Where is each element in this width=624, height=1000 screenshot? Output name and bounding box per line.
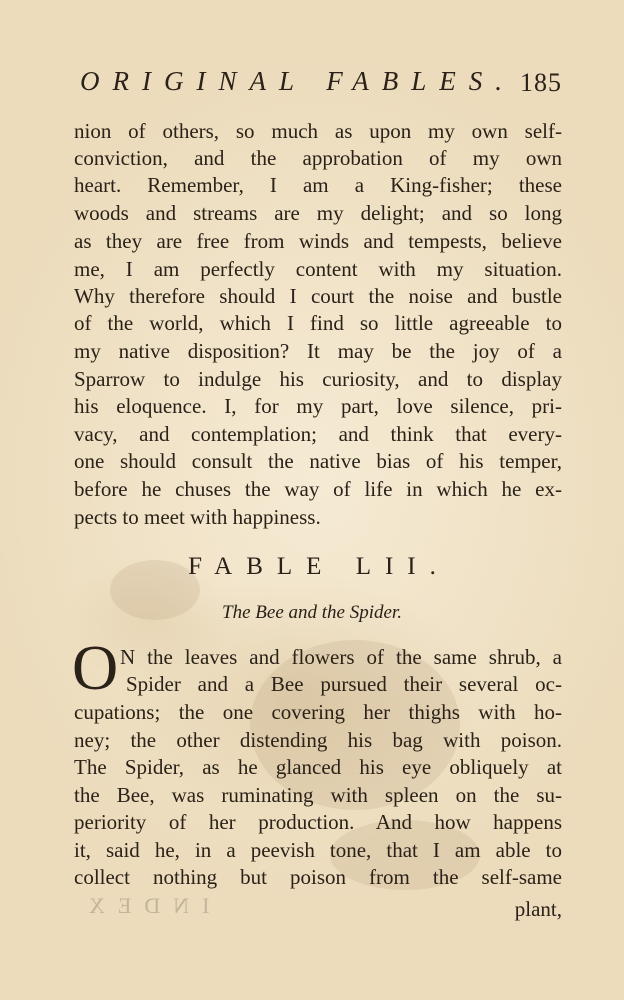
text-line: the Bee, was ruminating with spleen on the su- [74,783,562,807]
text-line: Sparrow to indulge his curiosity, and to display [74,367,562,391]
text-line: of the world, which I find so little agreeable to [74,311,562,335]
page-header [80,66,562,110]
text-line: periority of her production. And how happens [74,810,562,834]
text-line: N the leaves and flowers of the same shrub, a [120,645,562,669]
bleed-through-text: INDEX [76,893,210,918]
text-line: my native disposition? It may be the joy of a [74,339,562,363]
text-line: vacy, and contemplation; and think that every- [74,422,562,446]
text-line: as they are free from winds and tempests, believe [74,229,562,253]
text-line: me, I am perfectly content with my situation. [74,257,562,281]
running-title: ORIGINAL FABLES. [80,66,516,96]
text-line: cupations; the one covering her thighs with ho- [74,700,562,724]
drop-cap: O [72,632,119,703]
text-line: collect nothing but poison from the self-same [74,865,562,889]
text-line: it, said he, in a peevish tone, that I am able to [74,838,562,862]
text-line: ney; the other distending his bag with poison. [74,728,562,752]
text-line: Why therefore should I court the noise and bustle [74,284,562,308]
text-line: woods and streams are my delight; and so long [74,201,562,225]
text-line: The Spider, as he glanced his eye obliquely at [74,755,562,779]
text-line: heart. Remember, I am a King-fisher; these [74,173,562,197]
text-line: his eloquence. I, for my part, love silence, pri- [74,394,562,418]
text-line: one should consult the native bias of his temper, [74,449,562,473]
text-line: before he chuses the way of life in which he ex- [74,477,562,501]
page-number: 185 [520,68,562,97]
text-line: Spider and a Bee pursued their several oc- [126,672,562,696]
text-line: conviction, and the approbation of my own [74,146,562,170]
catchword: plant, [514,897,562,921]
fable-heading: FABLE LII. [188,553,450,580]
text-line: pects to meet with happiness. [74,505,321,529]
fable-subtitle: The Bee and the Spider. [222,602,402,623]
text-line: nion of others, so much as upon my own self- [74,119,562,143]
